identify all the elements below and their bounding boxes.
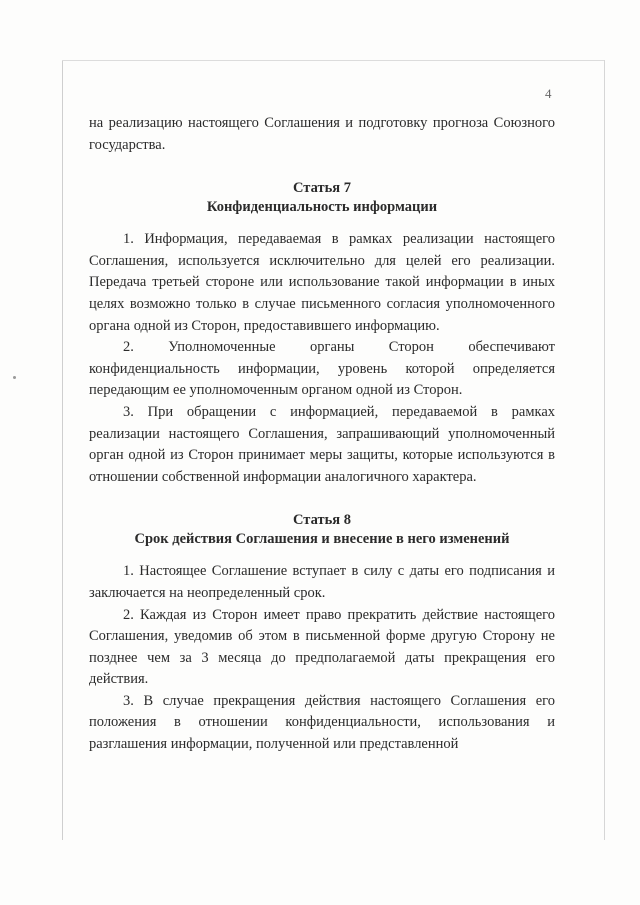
page-number: 4 — [545, 86, 552, 101]
article-8-paragraph-2: 2. Каждая из Сторон имеет право прекратить действие настоящего Соглашения, уведомив об этом в письменной форме другую Сторону не позднее чем за 3 месяца до предполагаемой даты прекращения его действия. — [89, 606, 555, 688]
document-body — [89, 113, 555, 756]
scan-dot — [13, 376, 16, 379]
article-7-paragraph-1: 1. Информация, передаваемая в рамках реализации настоящего Соглашения, используется исключительно для целей его реализации. Передача третьей стороне или использование такой информации в иных целях возможно только в случае письменного согласия уполномоченного органа одной из Сторон, предоставившего информацию. — [89, 231, 555, 334]
article-8-paragraph-3: 3. В случае прекращения действия настоящего Соглашения его положения в отношении конфиденциальности, использования и разглашения информации, полученной или представленной — [89, 692, 555, 753]
scan-frame-right — [604, 60, 605, 840]
article-8-number: Статья 8 — [293, 512, 351, 529]
article-7-title: Конфиденциальность информации — [206, 199, 438, 216]
intro-paragraph: на реализацию настоящего Соглашения и подготовку прогноза Союзного государства. — [89, 115, 555, 153]
article-8-paragraph-1: 1. Настоящее Соглашение вступает в силу с даты его подписания и заключается на неопределенный срок. — [89, 563, 555, 601]
scan-frame-top — [62, 60, 604, 61]
article-8-title: Срок действия Соглашения и внесение в него изменений — [134, 531, 510, 548]
article-7-paragraph-3: 3. При обращении с информацией, передаваемой в рамках реализации настоящего Соглашения, запрашивающий уполномоченный орган одной из Сторон принимает меры защиты, которые используются в отношении собственной информации аналогичного характера. — [89, 403, 555, 485]
article-7-paragraph-2: 2. Уполномоченные органы Сторон обеспечивают конфиденциальность информации, уровень которой определяется передающим ее уполномоченным органом одной из Сторон. — [89, 339, 555, 399]
scan-frame-left — [62, 60, 63, 840]
article-7-number: Статья 7 — [293, 180, 351, 197]
